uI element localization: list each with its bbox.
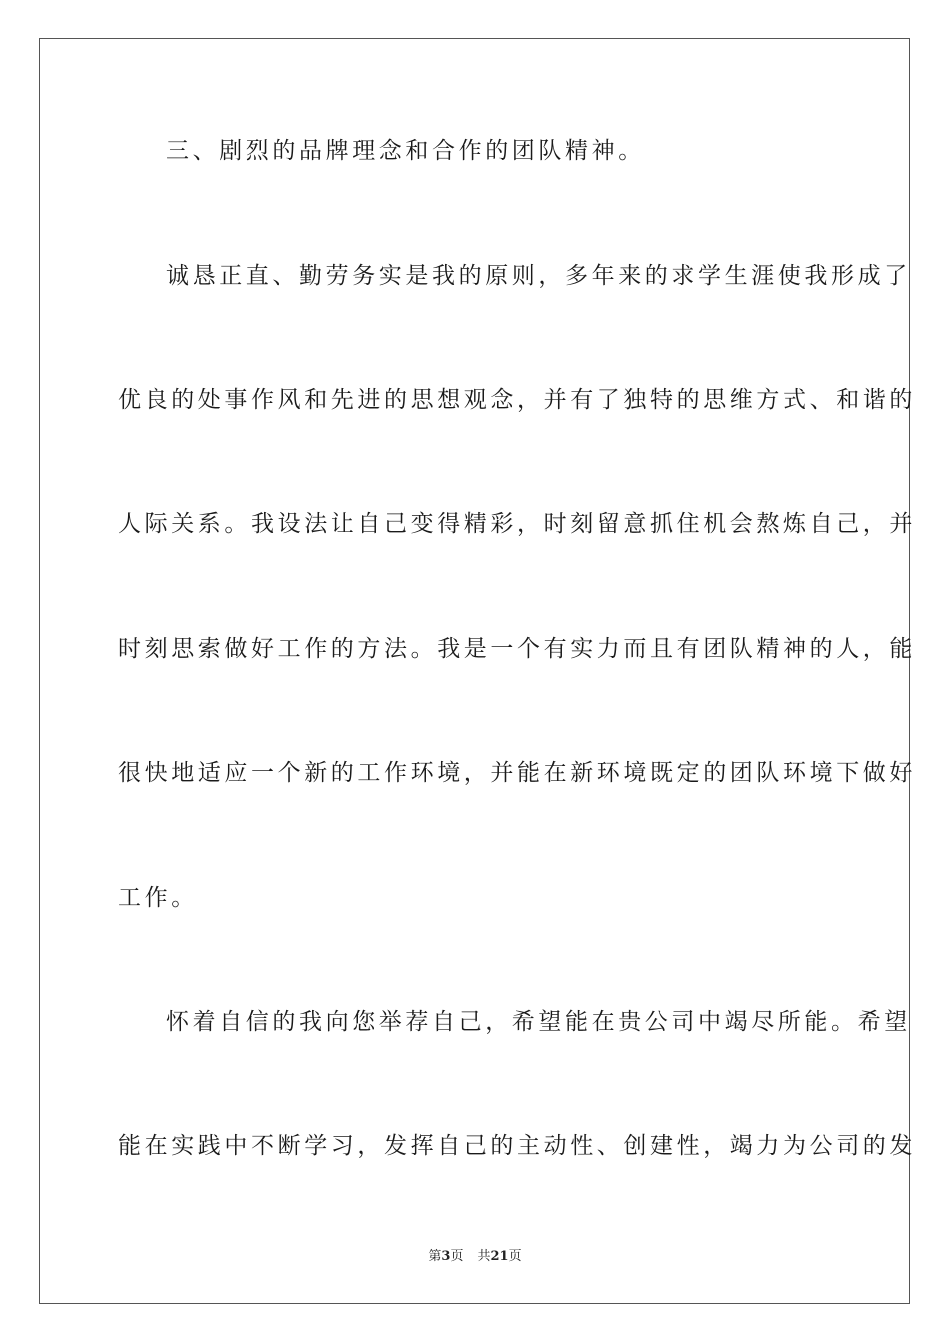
page-footer [0,1248,950,1266]
total-pages: 21 [490,1249,509,1264]
paragraph-line: 能在实践中不断学习，发挥自己的主动性、创建性，竭力为公司的发 [118,1133,916,1159]
paragraph-line: 怀着自信的我向您举荐自己，希望能在贵公司中竭尽所能。希望 [166,1009,911,1035]
paragraph-line: 很快地适应一个新的工作环境，并能在新环境既定的团队环境下做好 [118,760,916,786]
total-prefix: 共 [477,1249,491,1264]
paragraph-line: 工作。 [118,885,198,911]
page-suffix: 页 [450,1249,464,1264]
paragraph-line: 优良的处事作风和先进的思想观念，并有了独特的思维方式、和谐的 [118,387,916,413]
page-number: 3 [441,1249,451,1264]
paragraph-line: 诚恳正直、勤劳务实是我的原则，多年来的求学生涯使我形成了 [166,263,911,289]
total-suffix: 页 [508,1249,522,1264]
page-border [39,38,910,1304]
paragraph-line: 时刻思索做好工作的方法。我是一个有实力而且有团队精神的人，能 [118,636,916,662]
paragraph-line: 人际关系。我设法让自己变得精彩，时刻留意抓住机会熬炼自己，并 [118,511,916,537]
heading-line: 三、剧烈的品牌理念和合作的团队精神。 [166,138,645,164]
page-prefix: 第 [428,1249,442,1264]
